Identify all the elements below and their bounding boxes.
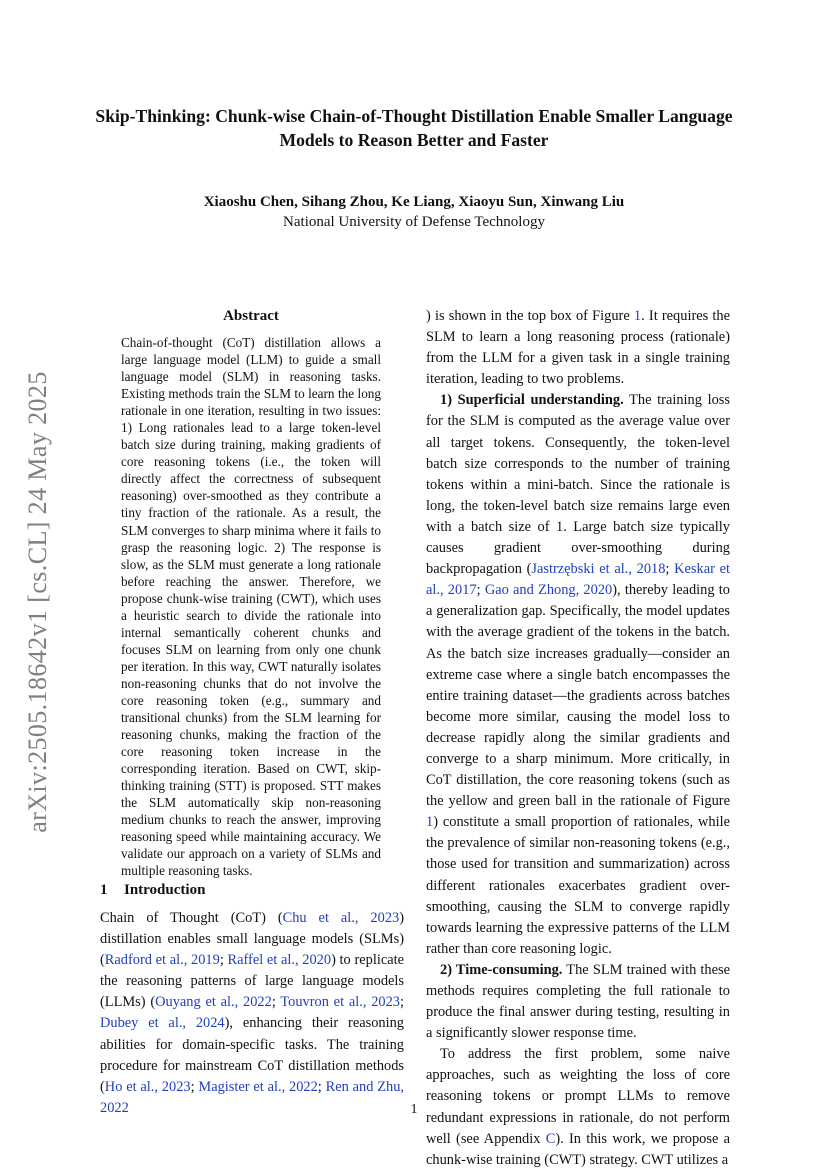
citation-link[interactable]: Ren and Zhu, 2022: [100, 1078, 404, 1116]
text-run: The SLM trained with these methods requires completing the full rationale to produce the final answer during testing, resulting in a significantly slower response time.: [426, 961, 730, 1042]
page-number: 1: [410, 1102, 418, 1117]
author-list: Xiaoshu Chen, Sihang Zhou, Ke Liang, Xiaoyu Sun, Xinwang Liu: [203, 194, 625, 210]
text-run: ) constitute a small proportion of rationales, while the prevalence of similar non-reasoning tokens (e.g., those used for transition and summarization) across different rationales exacerbates gradient over-smoothing, causing the SLM to converge rapidly towards learning the expressive patterns of the LLM rather than core reasoning logic.: [426, 814, 730, 957]
citation-link[interactable]: Keskar et al., 2017: [426, 561, 730, 599]
section-number: 1: [100, 882, 108, 898]
citation-link[interactable]: Dubey et al., 2024: [100, 1015, 225, 1032]
citation-link[interactable]: Raffel et al., 2020: [227, 952, 332, 969]
arxiv-watermark: [0, 0, 70, 1171]
text-run: ), enhancing their reasoning abilities for domain-specific tasks. The training procedure for mainstream CoT distillation methods (: [100, 1015, 405, 1095]
text-run: ;: [317, 1078, 326, 1095]
citation-link[interactable]: Chu et al., 2023: [282, 910, 400, 926]
paragraph-label: 2) Time-consuming.: [440, 961, 563, 978]
text-run: ) to replicate the reasoning patterns of large language models (LLMs) (: [100, 952, 404, 1011]
citation-link[interactable]: Ho et al., 2023: [104, 1078, 191, 1095]
intro-paragraph-2: [426, 390, 730, 960]
citation-link[interactable]: Jastrzębski et al., 2018: [531, 561, 666, 578]
section-title: Introduction: [124, 882, 206, 898]
text-run: . It requires the SLM to learn a long reasoning process (rationale) from the LLM for a given task in a single training iteration, leading to two problems.: [426, 308, 730, 388]
right-column: [426, 306, 730, 1171]
text-run: The training loss for the SLM is computed as the average value over all target tokens. Consequently, the token-level batch size corresponds to the number of training tokens within a mini-batch. Since the rationale is long, the token-level batch size remains large even with a batch size of 1. Large batch size typically causes gradient over-smoothing during backpropagation (: [426, 392, 731, 578]
appendix-reference-link[interactable]: C: [545, 1130, 556, 1147]
citation-link[interactable]: Radford et al., 2019: [104, 952, 220, 969]
figure-reference-link[interactable]: 1: [426, 814, 434, 831]
figure-reference-link[interactable]: 1: [633, 308, 642, 324]
text-run: To address the first problem, some naive approaches, such as weighting the loss of core reasoning tokens or prompt LLMs to remove redundant expressions in rationale, do not perform well (see Appendix: [426, 1046, 730, 1147]
abstract-text: Chain-of-thought (CoT) distillation allows a large language model (LLM) to guide a small language model (SLM) in reasoning tasks. Existing methods train the SLM to learn the long rationale in one iteration, resulting in two issues: 1) Long rationales lead to a large token-level batch size during training, making gradients of core reasoning tokens (i.e., the token will directly affect the correctness of subsequent reasoning) over-smoothed as they contribute a tiny fraction of the rationale. As a result, the SLM converges to sharp minima where it fails to grasp the reasoning logic. 2) The response is slow, as the SLM must generate a long rationale before reaching the answer. Therefore, we propose chunk-wise training (CWT), which uses a heuristic search to divide the rationale into internal semantically coherent chunks and focuses SLM on learning from only one chunk per iteration. In this way, CWT naturally isolates non-reasoning chunks that do not involve the core reasoning token (e.g., summary and transitional chunks) from the SLM learning for reasoning chunks, making the fraction of the core reasoning token increase in the corresponding iteration. Based on CWT, skip-thinking training (STT) is proposed. STT makes the SLM automatically skip non-reasoning medium chunks to reach the answer, improving reasoning speed while maintaining accuracy. We validate our approach on a variety of SLMs and multiple reasoning tasks.: [121, 335, 381, 879]
text-run: ), thereby leading to a generalization gap. Specifically, the model updates with the average gradient of the tokens in the batch. As the batch size increases gradually—consider an extreme case where a single batch encompasses the entire training dataset—the gradients across batches become more similar, causing the model loss to decrease rapidly along the similar gradients and converge to a sharp minimum. More critically, in CoT distillation, the core reasoning tokens (such as the yellow and green ball in the rationale of Figure: [426, 582, 730, 810]
paper-title: Skip-Thinking: Chunk-wise Chain-of-Thought Distillation Enable Smaller Language Models to Reason Better and Faster: [95, 106, 733, 150]
citation-link[interactable]: Touvron et al., 2023: [280, 994, 400, 1011]
intro-paragraph-1-continued: [426, 306, 730, 390]
paragraph-label: 1) Superficial understanding.: [440, 392, 624, 409]
intro-paragraph-3: [426, 960, 730, 1044]
text-run: ) is shown in the top box of Figure: [426, 308, 634, 324]
text-run: ;: [476, 582, 485, 599]
text-run: ;: [400, 994, 404, 1011]
citation-link[interactable]: Ouyang et al., 2022: [155, 994, 272, 1011]
text-run: ) distillation enables small language models (SLMs) (: [100, 910, 405, 969]
text-run: Chain of Thought (CoT) (: [100, 910, 283, 926]
intro-paragraph-1: [100, 908, 404, 1119]
citation-link[interactable]: Gao and Zhong, 2020: [484, 582, 613, 599]
text-run: ;: [665, 561, 675, 578]
citation-link[interactable]: Magister et al., 2022: [198, 1078, 318, 1095]
arxiv-identifier: arXiv:2505.18642v1 [cs.CL] 24 May 2025: [23, 371, 52, 833]
abstract-heading: Abstract: [223, 308, 279, 324]
text-run: ;: [271, 994, 281, 1011]
text-run: ;: [219, 952, 228, 969]
text-run: ). In this work, we propose a chunk-wise training (CWT) strategy. CWT utilizes a: [426, 1130, 731, 1168]
section-heading-introduction: [100, 880, 402, 900]
affiliation: National University of Defense Technology: [283, 214, 545, 230]
text-run: ;: [190, 1078, 199, 1095]
